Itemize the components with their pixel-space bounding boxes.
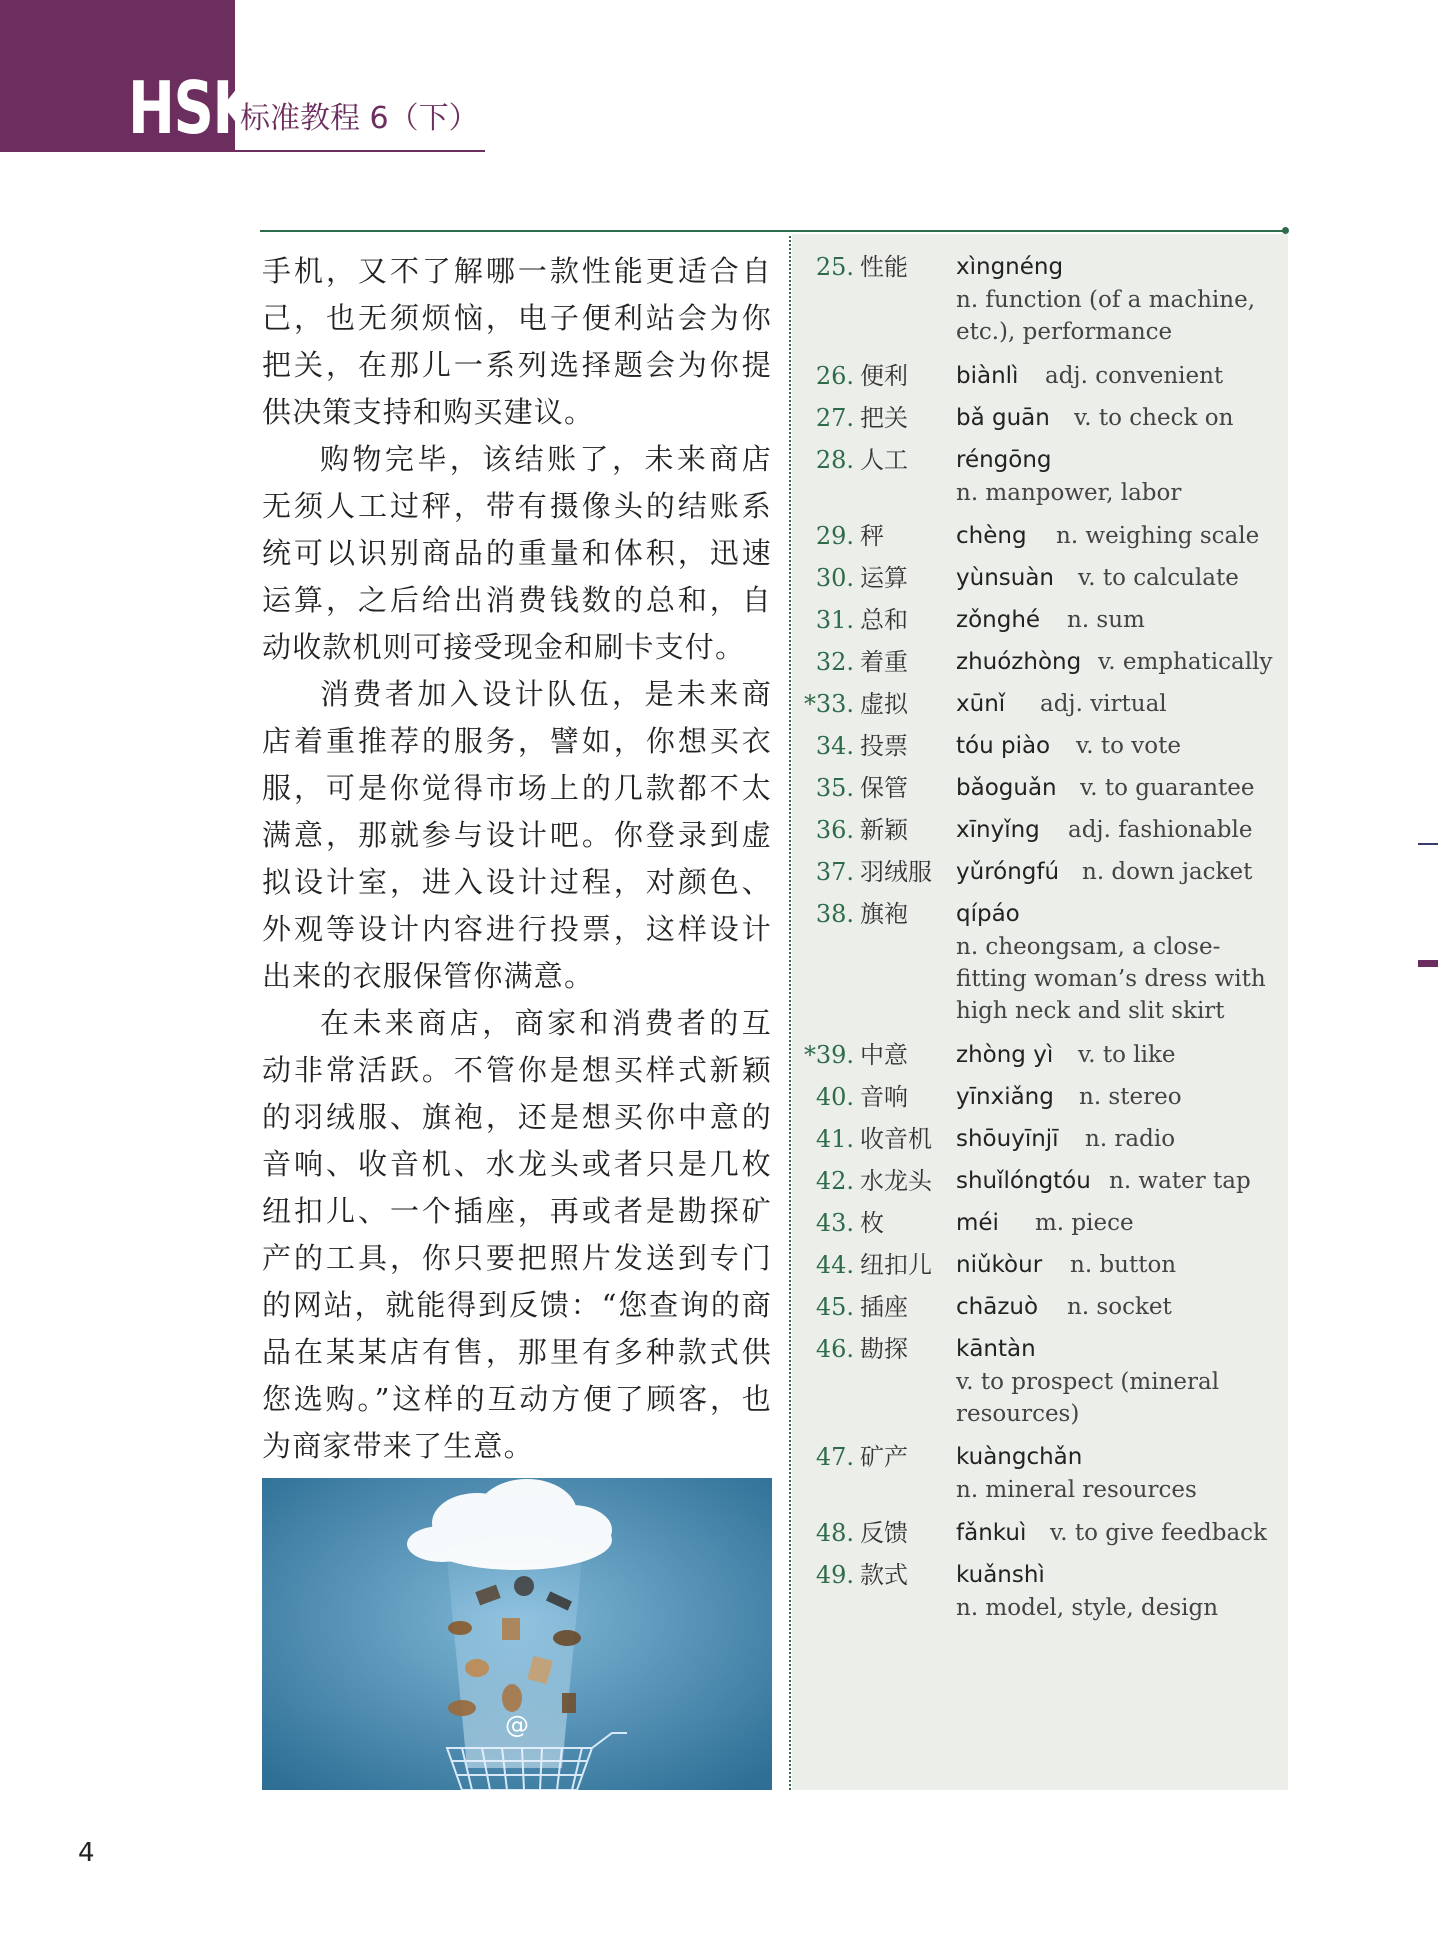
vocab-word: 新颖	[860, 816, 908, 844]
vocab-definition: n. radio	[1085, 1126, 1176, 1152]
vocab-pinyin: kuàngchǎn	[956, 1444, 1083, 1470]
shopping-cloud-illustration	[262, 1478, 772, 1790]
vocab-definition: v. to calculate	[1078, 565, 1239, 591]
hsk-logo: HSK	[128, 66, 255, 150]
vocab-word: 性能	[860, 253, 908, 281]
vocabulary-panel	[792, 234, 1288, 1790]
vocab-pinyin: réngōng	[956, 447, 1052, 473]
vocab-number: 31.	[815, 606, 854, 634]
vocab-definition: adj. convenient	[1045, 363, 1224, 389]
vocab-word: 音响	[860, 1083, 908, 1111]
vocab-pinyin: chèng	[956, 523, 1027, 549]
vocab-pinyin: zhòng yì	[956, 1042, 1054, 1068]
vocab-word: 运算	[860, 564, 908, 592]
page-number: 4	[78, 1838, 95, 1868]
vocab-definition: v. to vote	[1076, 733, 1181, 759]
vocab-word: 投票	[860, 732, 908, 760]
star-icon: *	[804, 1041, 816, 1069]
vocab-number: 28.	[815, 446, 854, 474]
vocab-word: 便利	[860, 362, 908, 390]
paragraph: 购物完毕，该结账了，未来商店无须人工过秤，带有摄像头的结账系统可以识别商品的重量和体积，迅速运算，之后给出消费钱数的总和，自动收款机则可接受现金和刷卡支付。	[262, 442, 772, 664]
vocab-word: 款式	[860, 1561, 908, 1589]
vocab-number: 38.	[815, 900, 854, 928]
vocab-pinyin: niǔkòur	[956, 1252, 1043, 1278]
vocab-word: 枚	[860, 1209, 884, 1237]
vocab-word: 矿产	[860, 1443, 908, 1471]
vocab-word: 人工	[860, 446, 908, 474]
vocab-pinyin: biànlì	[956, 363, 1019, 389]
side-tab-mark	[1418, 960, 1438, 967]
vocab-number: 41.	[815, 1125, 854, 1153]
vocab-pinyin: bǎ guān	[956, 405, 1050, 431]
vocab-pinyin: tóu piào	[956, 733, 1051, 759]
vocab-definition: m. piece	[1035, 1210, 1134, 1236]
vocab-definition: v. emphatically	[1098, 649, 1273, 675]
vocab-pinyin: fǎnkuì	[956, 1520, 1027, 1546]
vocab-definition: v. to guarantee	[1080, 775, 1255, 801]
vocab-pinyin: shuǐlóngtóu	[956, 1168, 1091, 1194]
vocab-definition: n. model, style, design	[956, 1595, 1219, 1621]
vocab-number: 30.	[815, 564, 854, 592]
column-divider	[789, 236, 791, 1790]
vocab-definition: v. to check on	[1074, 405, 1234, 431]
paragraph: 手机，又不了解哪一款性能更适合自己，也无须烦恼，电子便利站会为你把关，在那儿一系列选择题会为你提供决策支持和购买建议。	[262, 254, 772, 429]
vocab-number: 47.	[815, 1443, 854, 1471]
vocab-pinyin: méi	[956, 1210, 999, 1236]
vocab-number: 42.	[815, 1167, 854, 1195]
vocab-word: 纽扣儿	[860, 1251, 932, 1279]
vocab-pinyin: yùnsuàn	[956, 565, 1054, 591]
vocab-definition: n. cheongsam, a close-fitting woman’s dress with high neck and slit skirt	[956, 934, 1266, 1024]
vocab-definition: n. button	[1070, 1252, 1177, 1278]
vocab-word: 着重	[860, 648, 908, 676]
vocab-pinyin: yǔróngfú	[956, 859, 1060, 885]
vocab-number: 49.	[815, 1561, 854, 1589]
vocab-number: 44.	[815, 1251, 854, 1279]
vocab-word: 旗袍	[860, 900, 908, 928]
vocab-definition: n. mineral resources	[956, 1477, 1197, 1503]
vocab-definition: n. water tap	[1109, 1168, 1251, 1194]
top-rule	[260, 230, 1286, 232]
vocab-number: 37.	[815, 858, 854, 886]
vocab-word: 虚拟	[860, 690, 908, 718]
vocab-number: 29.	[815, 522, 854, 550]
vocab-pinyin: xīnyǐng	[956, 817, 1040, 843]
vocab-pinyin: kuǎnshì	[956, 1562, 1045, 1588]
header-underline	[235, 150, 485, 152]
vocab-definition: v. to prospect (mineral resources)	[956, 1369, 1220, 1427]
vocab-definition: v. to like	[1078, 1042, 1176, 1068]
paragraph: 在未来商店，商家和消费者的互动非常活跃。不管你是想买样式新颖的羽绒服、旗袍，还是想买你中意的音响、收音机、水龙头或者只是几枚纽扣儿、一个插座，再或者是勘探矿产的工具，你只要把照片发送到专门的网站，就能得到反馈：“您查询的商品在某某店有售，那里有多种款式供您选购。”这样的互动方便了顾客，也为商家带来了生意。	[262, 1006, 772, 1463]
vocab-word: 水龙头	[860, 1167, 932, 1195]
vocab-definition: n. stereo	[1079, 1084, 1182, 1110]
vocab-number: 25.	[815, 253, 854, 281]
vocab-definition: n. sum	[1067, 607, 1145, 633]
vocab-definition: adj. fashionable	[1068, 817, 1253, 843]
vocab-definition: n. weighing scale	[1056, 523, 1260, 549]
vocab-word: 把关	[860, 404, 908, 432]
vocab-pinyin: zhuózhòng	[956, 649, 1082, 675]
vocab-definition: n. socket	[1067, 1294, 1172, 1320]
vocab-definition: n. down jacket	[1082, 859, 1253, 885]
top-rule-dot	[1282, 227, 1289, 234]
vocab-number: 39.	[815, 1041, 854, 1069]
vocab-word: 勘探	[860, 1335, 908, 1363]
vocab-number: 46.	[815, 1335, 854, 1363]
vocab-word: 羽绒服	[860, 858, 932, 886]
vocab-pinyin: shōuyīnjī	[956, 1126, 1059, 1152]
vocab-definition: n. manpower, labor	[956, 480, 1182, 506]
vocab-number: 35.	[815, 774, 854, 802]
vocab-number: 48.	[815, 1519, 854, 1547]
vocab-word: 秤	[860, 522, 884, 550]
vocab-word: 收音机	[860, 1125, 932, 1153]
vocab-number: 36.	[815, 816, 854, 844]
reading-text	[262, 248, 772, 1470]
vocab-pinyin: xìngnéng	[956, 254, 1064, 280]
vocab-pinyin: xūnǐ	[956, 691, 1006, 717]
vocab-pinyin: bǎoguǎn	[956, 775, 1057, 801]
vocab-pinyin: yīnxiǎng	[956, 1084, 1054, 1110]
vocab-pinyin: qípáo	[956, 901, 1020, 927]
vocab-pinyin: chāzuò	[956, 1294, 1039, 1320]
at-sign: @	[505, 1711, 529, 1739]
vocab-word: 插座	[860, 1293, 908, 1321]
vocab-number: 27.	[815, 404, 854, 432]
star-icon: *	[804, 690, 816, 718]
vocab-number: 32.	[815, 648, 854, 676]
vocab-number: 45.	[815, 1293, 854, 1321]
vocab-number: 26.	[815, 362, 854, 390]
vocab-word: 反馈	[860, 1519, 908, 1547]
vocab-pinyin: kāntàn	[956, 1336, 1036, 1362]
vocab-number: 34.	[815, 732, 854, 760]
vocab-word: 中意	[860, 1041, 908, 1069]
vocab-definition: adj. virtual	[1040, 691, 1167, 717]
vocab-definition: v. to give feedback	[1050, 1520, 1267, 1546]
vocab-word: 总和	[860, 606, 908, 634]
vocab-number: 43.	[815, 1209, 854, 1237]
vocab-word: 保管	[860, 774, 908, 802]
vocab-number: 40.	[815, 1083, 854, 1111]
vocab-definition: n. function (of a machine, etc.), performance	[956, 287, 1255, 345]
vocab-pinyin: zǒnghé	[956, 607, 1041, 633]
side-tab-mark	[1418, 843, 1438, 845]
paragraph: 消费者加入设计队伍，是未来商店着重推荐的服务，譬如，你想买衣服，可是你觉得市场上的几款都不太满意，那就参与设计吧。你登录到虚拟设计室，进入设计过程，对颜色、外观等设计内容进行投票，这样设计出来的衣服保管你满意。	[262, 677, 772, 993]
vocab-number: 33.	[815, 690, 854, 718]
book-title: 标准教程 6（下）	[240, 101, 479, 136]
